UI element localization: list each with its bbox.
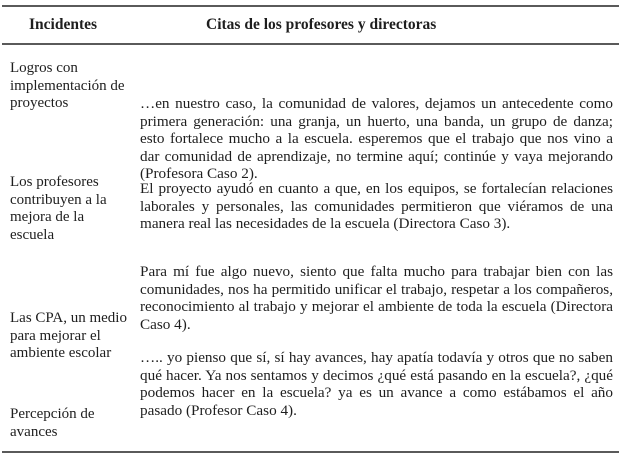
header-rule bbox=[2, 43, 619, 45]
citation-profesora-caso-2: …en nuestro caso, la comunidad de valores, dejamos un antecedente como primera generación: una granja, un huerto, una banda, un grupo de danza; esto fortalece mucho a la escuela. esperemos que el trabajo que nos vino a dar comunidad de aprendizaje, no termine aquí; continúe y vaya mejorando (Profesora Caso 2). bbox=[140, 95, 613, 183]
incident-profesores-contribuyen: Los profesores contribuyen a la mejora de la escuela bbox=[10, 174, 107, 243]
bottom-rule bbox=[2, 451, 619, 453]
citation-directora-caso-4: Para mí fue algo nuevo, siento que falta mucho para trabajar bien con las comunidades, nos ha permitido unificar el trabajo, respetar a los compañeros, reconocimiento al trabajo y mejorar el ambiente de toda la escuela (Directora Caso 4). bbox=[140, 263, 613, 333]
top-rule bbox=[2, 5, 619, 7]
header-incidentes: Incidentes bbox=[29, 16, 98, 33]
citation-directora-caso-3: El proyecto ayudó en cuanto a que, en los equipos, se fortalecían relaciones laborales y personales, las comunidades permitieron que viéramos de una manera real las necesidades de la escuela (Directora Caso 3). bbox=[140, 180, 613, 233]
incident-percepcion-avances: Percepción de avances bbox=[10, 406, 95, 440]
incident-cpa-ambiente: Las CPA, un medio para mejorar el ambiente escolar bbox=[10, 310, 127, 361]
incident-logros: Logros con implementación de proyectos bbox=[10, 60, 125, 111]
header-citas: Citas de los profesores y directoras bbox=[206, 16, 437, 33]
citation-profesor-caso-4: ….. yo pienso que sí, sí hay avances, hay apatía todavía y otros que no saben qué hacer. Ya nos sentamos y decimos ¿qué está pasando en la escuela?, ¿qué podemos hacer en la escuela? ya es un avance a como estábamos el año pasado (Profesor Caso 4). bbox=[140, 349, 613, 419]
